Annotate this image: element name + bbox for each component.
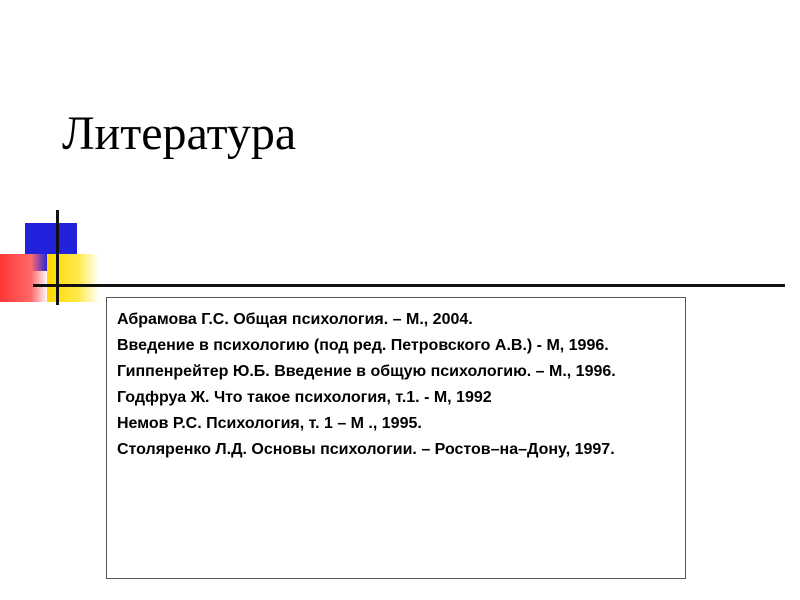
reference-item: Абрамова Г.С. Общая психология. – М., 2004. xyxy=(117,311,473,328)
reference-item: Столяренко Л.Д. Основы психологии. – Ростов–на–Дону, 1997. xyxy=(117,441,615,458)
reference-item: Введение в психологию (под ред. Петровского А.В.) - М, 1996. xyxy=(117,337,609,354)
vertical-divider-line xyxy=(56,210,59,305)
decorative-squares-logo xyxy=(0,210,110,310)
references-box xyxy=(106,297,686,579)
red-square xyxy=(0,254,48,302)
reference-item: Гиппенрейтер Ю.Б. Введение в общую психологию. – М., 1996. xyxy=(117,363,616,380)
references-list xyxy=(107,298,685,459)
reference-item: Годфруа Ж. Что такое психология, т.1. - М, 1992 xyxy=(117,389,492,406)
slide-title: Литература xyxy=(62,107,297,160)
yellow-square xyxy=(47,254,99,302)
reference-item: Немов Р.С. Психология, т. 1 – М ., 1995. xyxy=(117,415,422,432)
horizontal-divider-line xyxy=(33,284,785,287)
